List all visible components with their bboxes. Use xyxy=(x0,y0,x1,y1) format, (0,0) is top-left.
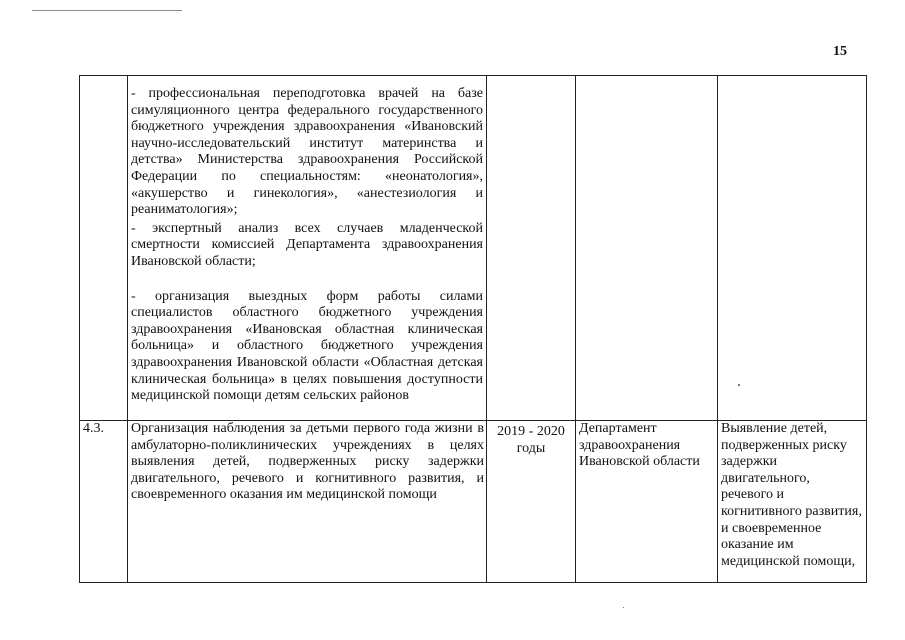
scan-speck xyxy=(623,607,624,608)
page-number: 15 xyxy=(833,44,847,59)
measure-paragraph: - профессиональная переподготовка врачей на базе симуляционного центра федерального государственного бюджетного учреждения здравоохранения «Ивановский научно-исследовательский институт материнства и детства» Министерства здравоохранения Российской Федерации по специальностям: «неонатология», «акушерство и гинекология», «анестезиология и реаниматология»; xyxy=(131,86,483,218)
cell-measure xyxy=(128,76,487,421)
cell-result: Выявление детей, подверженных риску задержки двигательного, речевого и когнитивного развития, и своевременное оказание им медицинской помощи, xyxy=(718,421,867,583)
header-rule xyxy=(32,10,182,11)
measures-table xyxy=(79,75,867,583)
cell-number xyxy=(80,76,128,421)
table-row xyxy=(80,421,867,583)
cell-responsible: Департамент здравоохранения Ивановской области xyxy=(576,421,718,583)
cell-result xyxy=(718,76,867,421)
measure-paragraph: - организация выездных форм работы силами специалистов областного бюджетного учреждения здравоохранения «Ивановская областная клиническая больница» и областного бюджетного учреждения здравоохранения Ивановской области «Областная детская клиническая больница» в целях повышения доступности медицинской помощи детям сельских районов xyxy=(131,288,483,404)
measure-paragraph: - экспертный анализ всех случаев младенческой смертности комиссией Департамента здравоохранения Ивановской области; xyxy=(131,220,483,269)
table-row xyxy=(80,76,867,421)
cell-measure: Организация наблюдения за детьми первого года жизни в амбулаторно-поликлинических учреждениях в целях выявления детей, подверженных риску задержки двигательного, речевого и когнитивного развития, и своевременного оказания им медицинской помощи xyxy=(128,421,487,583)
cell-period: 2019 - 2020 годы xyxy=(487,421,576,583)
cell-period xyxy=(487,76,576,421)
cell-number: 4.3. xyxy=(80,421,128,583)
cell-responsible xyxy=(576,76,718,421)
scan-speck xyxy=(738,384,740,386)
